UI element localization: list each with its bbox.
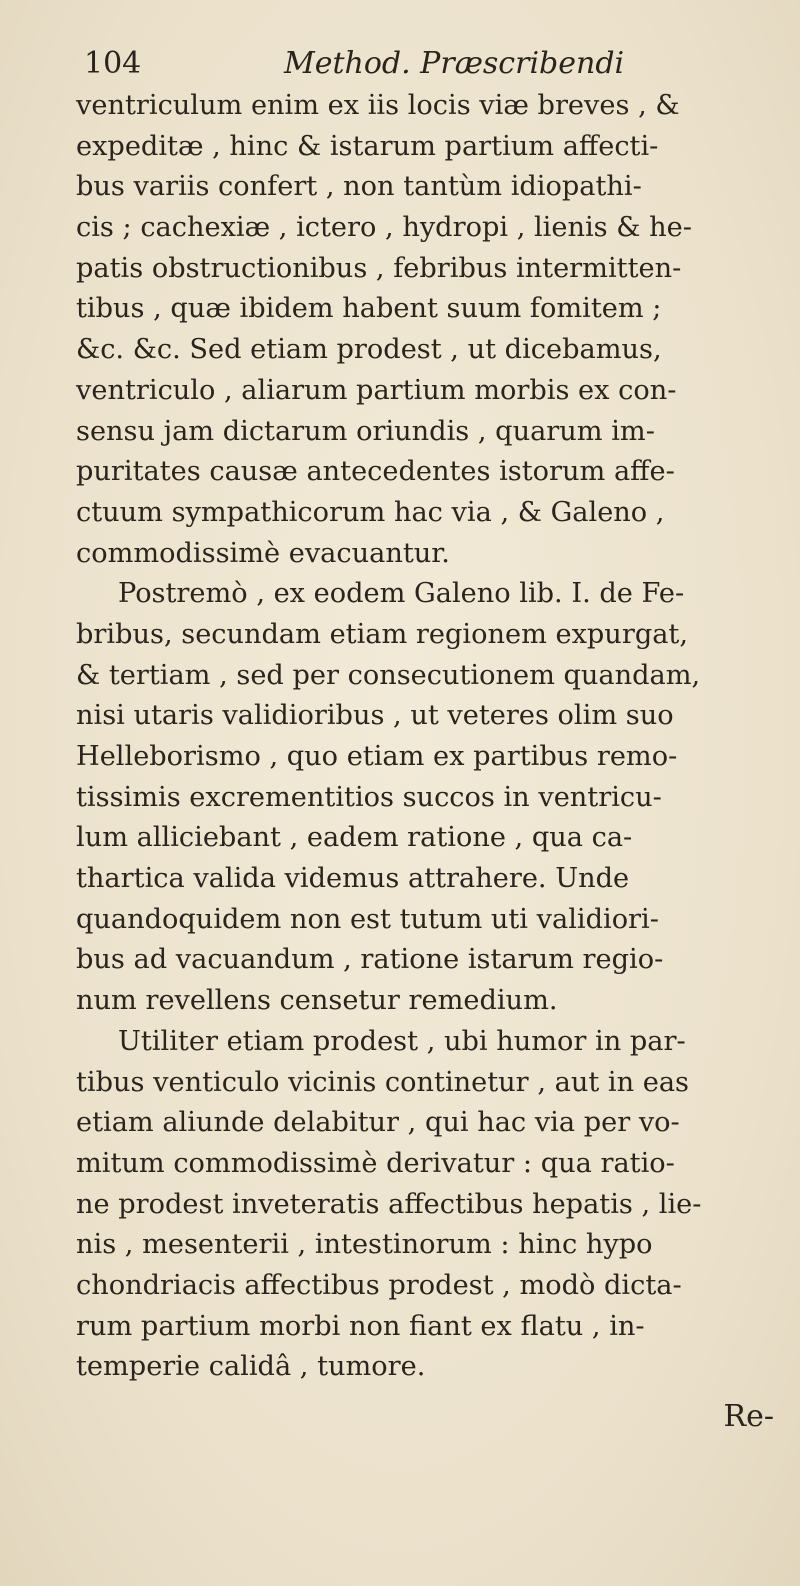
text-line: ventriculo , aliarum partium morbis ex con- xyxy=(76,374,677,406)
text-line: etiam aliunde delabitur , qui hac via per vo- xyxy=(76,1107,680,1139)
text-line: tissimis excrementitios succos in ventricu- xyxy=(76,781,662,813)
catchword: Re- xyxy=(723,1399,774,1434)
paragraph-start-line: Utiliter etiam prodest , ubi humor in par- xyxy=(118,1025,686,1057)
page-header xyxy=(84,42,740,86)
text-line: ventriculum enim ex iis locis viæ breves , & xyxy=(76,90,680,121)
text-line: num revellens censetur remedium. xyxy=(76,985,558,1017)
text-line: nis , mesenterii , intestinorum : hinc hypo xyxy=(76,1229,653,1261)
text-line: lum alliciebant , eadem ratione , qua ca- xyxy=(76,822,633,854)
text-line: nisi utaris validioribus , ut veteres olim suo xyxy=(76,700,674,732)
text-line: tibus venticulo vicinis continetur , aut in eas xyxy=(76,1066,689,1098)
text-line: bribus, secundam etiam regionem expurgat, xyxy=(76,618,688,650)
text-line: &c. &c. Sed etiam prodest , ut dicebamus, xyxy=(76,334,662,366)
text-line: cis ; cachexiæ , ictero , hydropi , lienis & he- xyxy=(76,212,692,244)
body-text xyxy=(76,86,776,1388)
text-line: ctuum sympathicorum hac via , & Galeno , xyxy=(76,496,665,528)
page-number: 104 xyxy=(84,46,142,81)
text-line: Helleborismo , quo etiam ex partibus remo- xyxy=(76,741,678,772)
text-line: bus variis confert , non tantùm idiopathi- xyxy=(76,171,642,203)
text-line: & tertiam , sed per consecutionem quandam, xyxy=(76,659,701,691)
paragraph-start-line: Postremò , ex eodem Galeno lib. I. de Fe- xyxy=(118,578,685,610)
text-line: puritates causæ antecedentes istorum affe- xyxy=(76,456,675,488)
text-line: tibus , quæ ibidem habent suum fomitem ; xyxy=(76,293,662,325)
text-line: chondriacis affectibus prodest , modò dicta- xyxy=(76,1269,682,1301)
text-line: thartica valida videmus attrahere. Unde xyxy=(76,863,630,895)
text-line: temperie calidâ , tumore. xyxy=(76,1351,426,1383)
text-line: bus ad vacuandum , ratione istarum regio- xyxy=(76,944,664,976)
text-line: mitum commodissimè derivatur : qua ratio- xyxy=(76,1147,675,1179)
text-line: patis obstructionibus , febribus intermitten- xyxy=(76,252,682,284)
running-title: Method. Præscribendi xyxy=(284,46,625,81)
text-line: quandoquidem non est tutum uti validiori- xyxy=(76,903,659,935)
text-line: expeditæ , hinc & istarum partium affecti- xyxy=(76,130,659,162)
text-line: sensu jam dictarum oriundis , quarum im- xyxy=(76,415,655,447)
text-line: rum partium morbi non fiant ex flatu , in- xyxy=(76,1310,645,1342)
text-line: commodissimè evacuantur. xyxy=(76,537,450,569)
text-line: ne prodest inveteratis affectibus hepatis , lie- xyxy=(76,1188,702,1220)
